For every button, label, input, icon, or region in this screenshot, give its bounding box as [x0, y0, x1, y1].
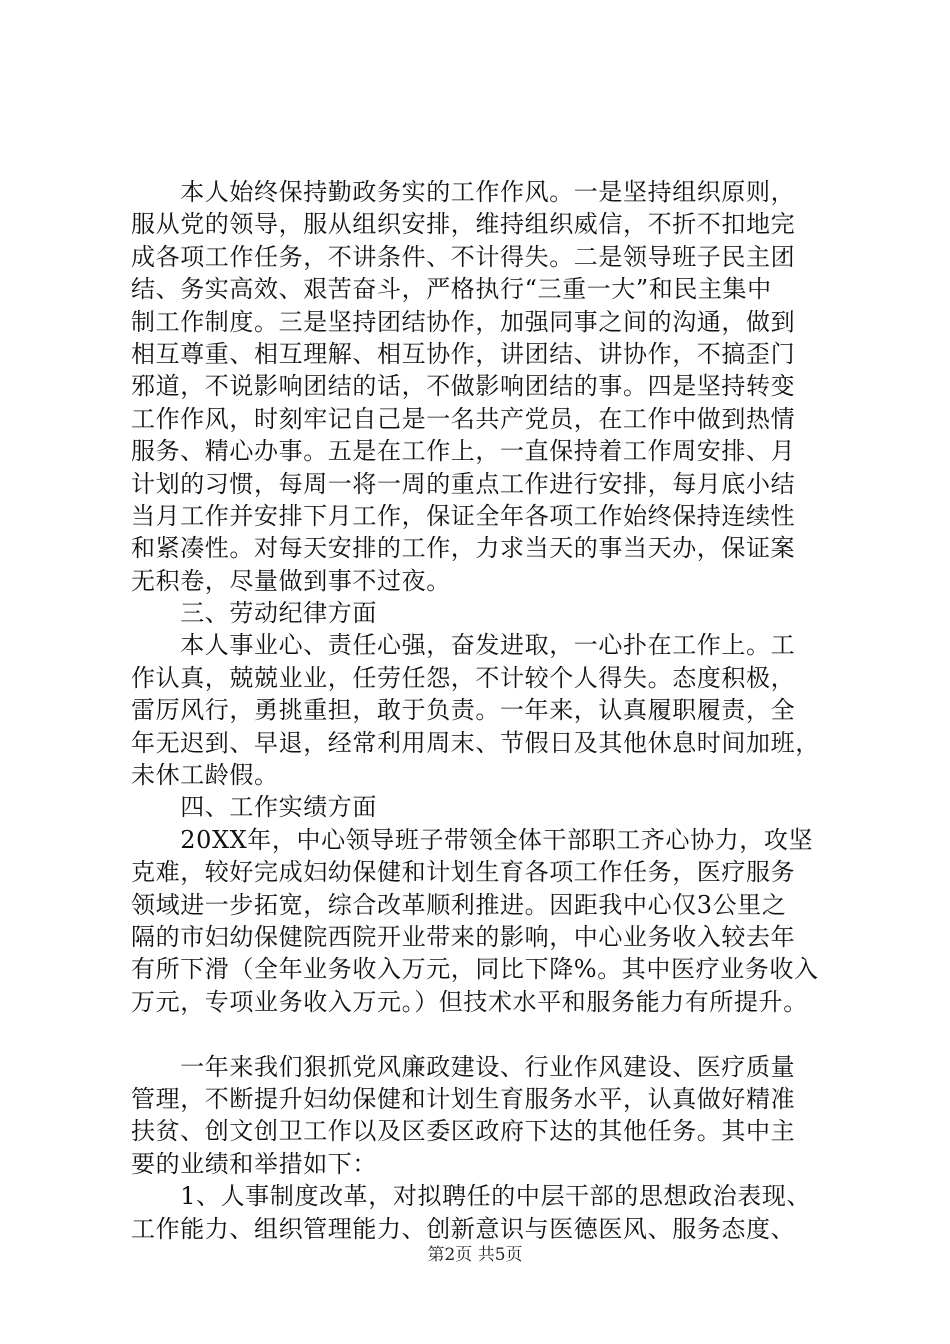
text-line: 三、劳动纪律方面 — [131, 599, 377, 628]
text-line: 未休工龄假。 — [131, 761, 279, 790]
text-line: 年无迟到、早退，经常利用周末、节假日及其他休息时间加班， — [131, 728, 820, 757]
text-line: 20XX年，中心领导班子带领全体干部职工齐心协力，攻坚 — [131, 825, 814, 854]
text-line: 四、工作实绩方面 — [131, 793, 377, 822]
text-line: 领域进一步拓宽，综合改革顺利推进。因距我中心仅3公里之 — [131, 890, 787, 919]
text-line: 制工作制度。三是坚持团结协作，加强同事之间的沟通，做到 — [131, 307, 796, 336]
paragraph-work-performance — [131, 824, 836, 1018]
section-heading-work-performance — [131, 791, 836, 823]
paragraph-spacer — [131, 1018, 836, 1050]
paragraph-yearly-summary — [131, 1051, 836, 1181]
text-line: 相互尊重、相互理解、相互协作，讲团结、讲协作，不搞歪门 — [131, 339, 796, 368]
text-line: 有所下滑（全年业务收入万元，同比下降%。其中医疗业务收入 — [131, 955, 819, 984]
text-line: 结、务实高效、艰苦奋斗，严格执行“三重一大”和民主集中 — [131, 275, 772, 304]
text-line: 计划的习惯，每周一将一周的重点工作进行安排，每月底小结 — [131, 469, 796, 498]
text-line: 邪道，不说影响团结的话，不做影响团结的事。四是坚持转变 — [131, 372, 796, 401]
text-line: 工作能力、组织管理能力、创新意识与医德医风、服务态度、 — [131, 1214, 796, 1243]
text-line: 1、人事制度改革，对拟聘任的中层干部的思想政治表现、 — [131, 1182, 812, 1211]
text-line: 服从党的领导，服从组织安排，维持组织威信，不折不扣地完 — [131, 210, 796, 239]
text-line: 雷厉风行，勇挑重担，敢于负责。一年来，认真履职履责，全 — [131, 696, 796, 725]
page-number-footer: 第2页 共5页 — [427, 1245, 523, 1265]
section-heading-labor-discipline — [131, 597, 836, 629]
document-body — [131, 176, 836, 1245]
text-line: 无积卷，尽量做到事不过夜。 — [131, 566, 451, 595]
text-line: 当月工作并安排下月工作，保证全年各项工作始终保持连续性 — [131, 501, 796, 530]
text-line: 扶贫、创文创卫工作以及区委区政府下达的其他任务。其中主 — [131, 1117, 796, 1146]
text-line: 要的业绩和举措如下： — [131, 1149, 377, 1178]
text-line: 管理，不断提升妇幼保健和计划生育服务水平，认真做好精准 — [131, 1084, 796, 1113]
text-line: 成各项工作任务，不讲条件、不计得失。二是领导班子民主团 — [131, 242, 796, 271]
text-line: 本人始终保持勤政务实的工作作风。一是坚持组织原则， — [131, 178, 796, 206]
text-line: 和紧凑性。对每天安排的工作，力求当天的事当天办，保证案 — [131, 534, 796, 563]
paragraph-work-style — [131, 176, 836, 597]
text-line: 克难，较好完成妇幼保健和计划生育各项工作任务，医疗服务 — [131, 858, 796, 887]
text-line: 万元，专项业务收入万元。）但技术水平和服务能力有所提升。 — [131, 987, 808, 1016]
text-line: 隔的市妇幼保健院西院开业带来的影响，中心业务收入较去年 — [131, 922, 796, 951]
paragraph-labor-discipline — [131, 629, 836, 791]
text-line: 工作作风，时刻牢记自己是一名共产党员，在工作中做到热情 — [131, 404, 796, 433]
text-line: 作认真，兢兢业业，任劳任怨，不计较个人得失。态度积极， — [131, 663, 796, 692]
text-line: 一年来我们狠抓党风廉政建设、行业作风建设、医疗质量 — [131, 1052, 796, 1081]
paragraph-personnel-reform — [131, 1180, 836, 1245]
text-line: 服务、精心办事。五是在工作上，一直保持着工作周安排、月 — [131, 437, 796, 466]
text-line: 本人事业心、责任心强，奋发进取，一心扑在工作上。工 — [131, 631, 796, 660]
